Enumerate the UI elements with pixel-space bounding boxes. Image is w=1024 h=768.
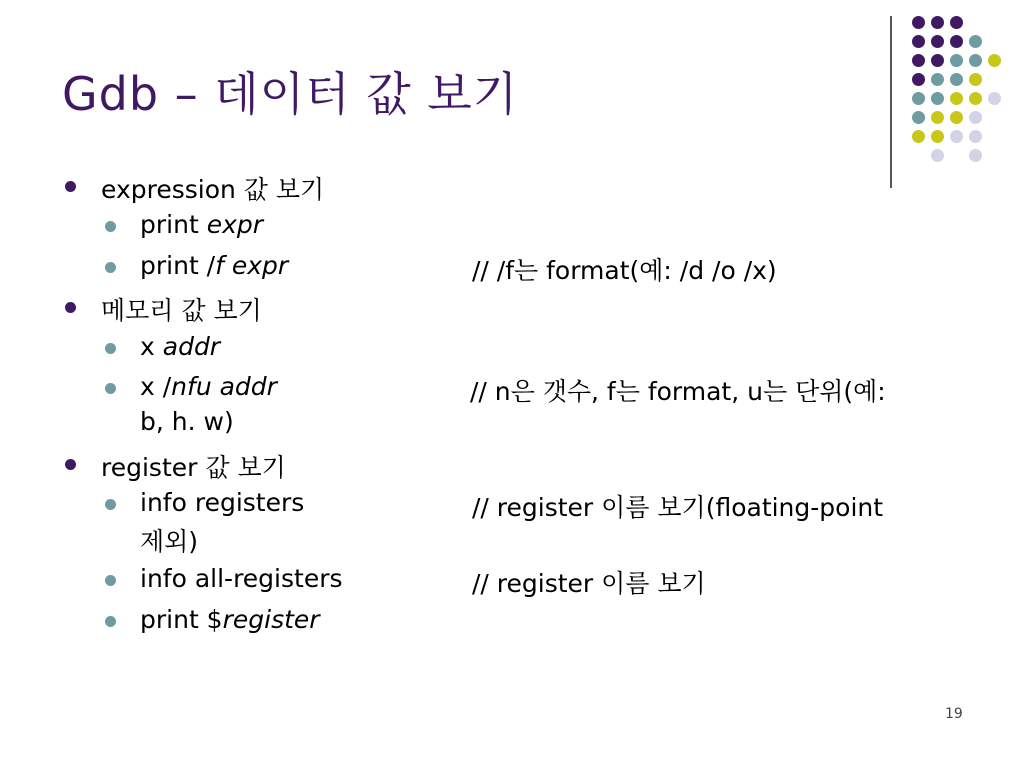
- dot-teal: [950, 54, 963, 67]
- dot-teal: [931, 73, 944, 86]
- bullet-level1: [65, 459, 76, 470]
- item-memory-heading: 메모리 값 보기: [101, 296, 262, 325]
- continuation-info-registers: 제외): [140, 527, 199, 556]
- dot-teal: [969, 54, 982, 67]
- dot-yellow: [931, 111, 944, 124]
- dot-lavender: [969, 111, 982, 124]
- dot-teal: [912, 92, 925, 105]
- comment-print-f-expr: // /f는 format(예: /d /o /x): [472, 256, 777, 285]
- dot-lavender: [988, 92, 1001, 105]
- dot-purple: [931, 16, 944, 29]
- dot-purple: [912, 16, 925, 29]
- dot-purple: [931, 35, 944, 48]
- argument-text: expr: [206, 210, 264, 239]
- dot-purple: [931, 54, 944, 67]
- item-info-registers: info registers: [140, 488, 305, 517]
- bullet-level2: [105, 575, 116, 586]
- comment-info-registers: // register 이름 보기(floating-point: [472, 493, 884, 522]
- comment-info-all-registers: // register 이름 보기: [472, 569, 706, 598]
- dot-teal: [912, 111, 925, 124]
- dot-purple: [912, 35, 925, 48]
- item-x-addr: [140, 332, 220, 361]
- bullet-level1: [65, 302, 76, 313]
- dot-yellow: [931, 130, 944, 143]
- item-print-f-expr: [140, 251, 288, 280]
- bullet-level2: [105, 221, 116, 232]
- bullet-level1: [65, 181, 76, 192]
- item-register-heading: register 값 보기: [101, 453, 286, 482]
- command-text: print /: [140, 251, 216, 280]
- dot-lavender: [931, 149, 944, 162]
- dot-teal: [931, 92, 944, 105]
- bullet-level2: [105, 343, 116, 354]
- dot-purple: [912, 54, 925, 67]
- dot-teal: [969, 35, 982, 48]
- continuation-x-nfu-addr: b, h. w): [140, 407, 234, 436]
- dot-lavender: [969, 130, 982, 143]
- dot-yellow: [969, 92, 982, 105]
- dot-yellow: [950, 111, 963, 124]
- command-text: print $: [140, 605, 223, 634]
- dot-yellow: [950, 92, 963, 105]
- dot-purple: [950, 35, 963, 48]
- slide-title: Gdb – 데이터 값 보기: [62, 67, 519, 121]
- bullet-level2: [105, 499, 116, 510]
- dot-purple: [912, 73, 925, 86]
- item-print-expr: [140, 210, 263, 239]
- item-expression-heading: expression 값 보기: [101, 175, 325, 204]
- argument-text: register: [222, 605, 320, 634]
- item-print-register: [140, 605, 320, 634]
- bullet-level2: [105, 262, 116, 273]
- dot-lavender: [969, 149, 982, 162]
- bullet-level2: [105, 383, 116, 394]
- argument-text: addr: [162, 332, 221, 361]
- page-number: 19: [945, 706, 963, 722]
- command-text: x /: [140, 372, 172, 401]
- dot-teal: [950, 73, 963, 86]
- bullet-level2: [105, 616, 116, 627]
- dot-yellow: [912, 130, 925, 143]
- command-text: print: [140, 210, 207, 239]
- argument-text: nfu addr: [171, 372, 277, 401]
- dot-lavender: [950, 130, 963, 143]
- dot-yellow: [988, 54, 1001, 67]
- dot-purple: [950, 16, 963, 29]
- dot-yellow: [969, 73, 982, 86]
- vertical-divider: [890, 16, 892, 188]
- item-x-nfu-addr: [140, 372, 277, 401]
- command-text: x: [140, 332, 163, 361]
- comment-x-nfu-addr: // n은 갯수, f는 format, u는 단위(예:: [470, 377, 886, 406]
- argument-text: f expr: [215, 251, 289, 280]
- item-info-all-registers: info all-registers: [140, 564, 343, 593]
